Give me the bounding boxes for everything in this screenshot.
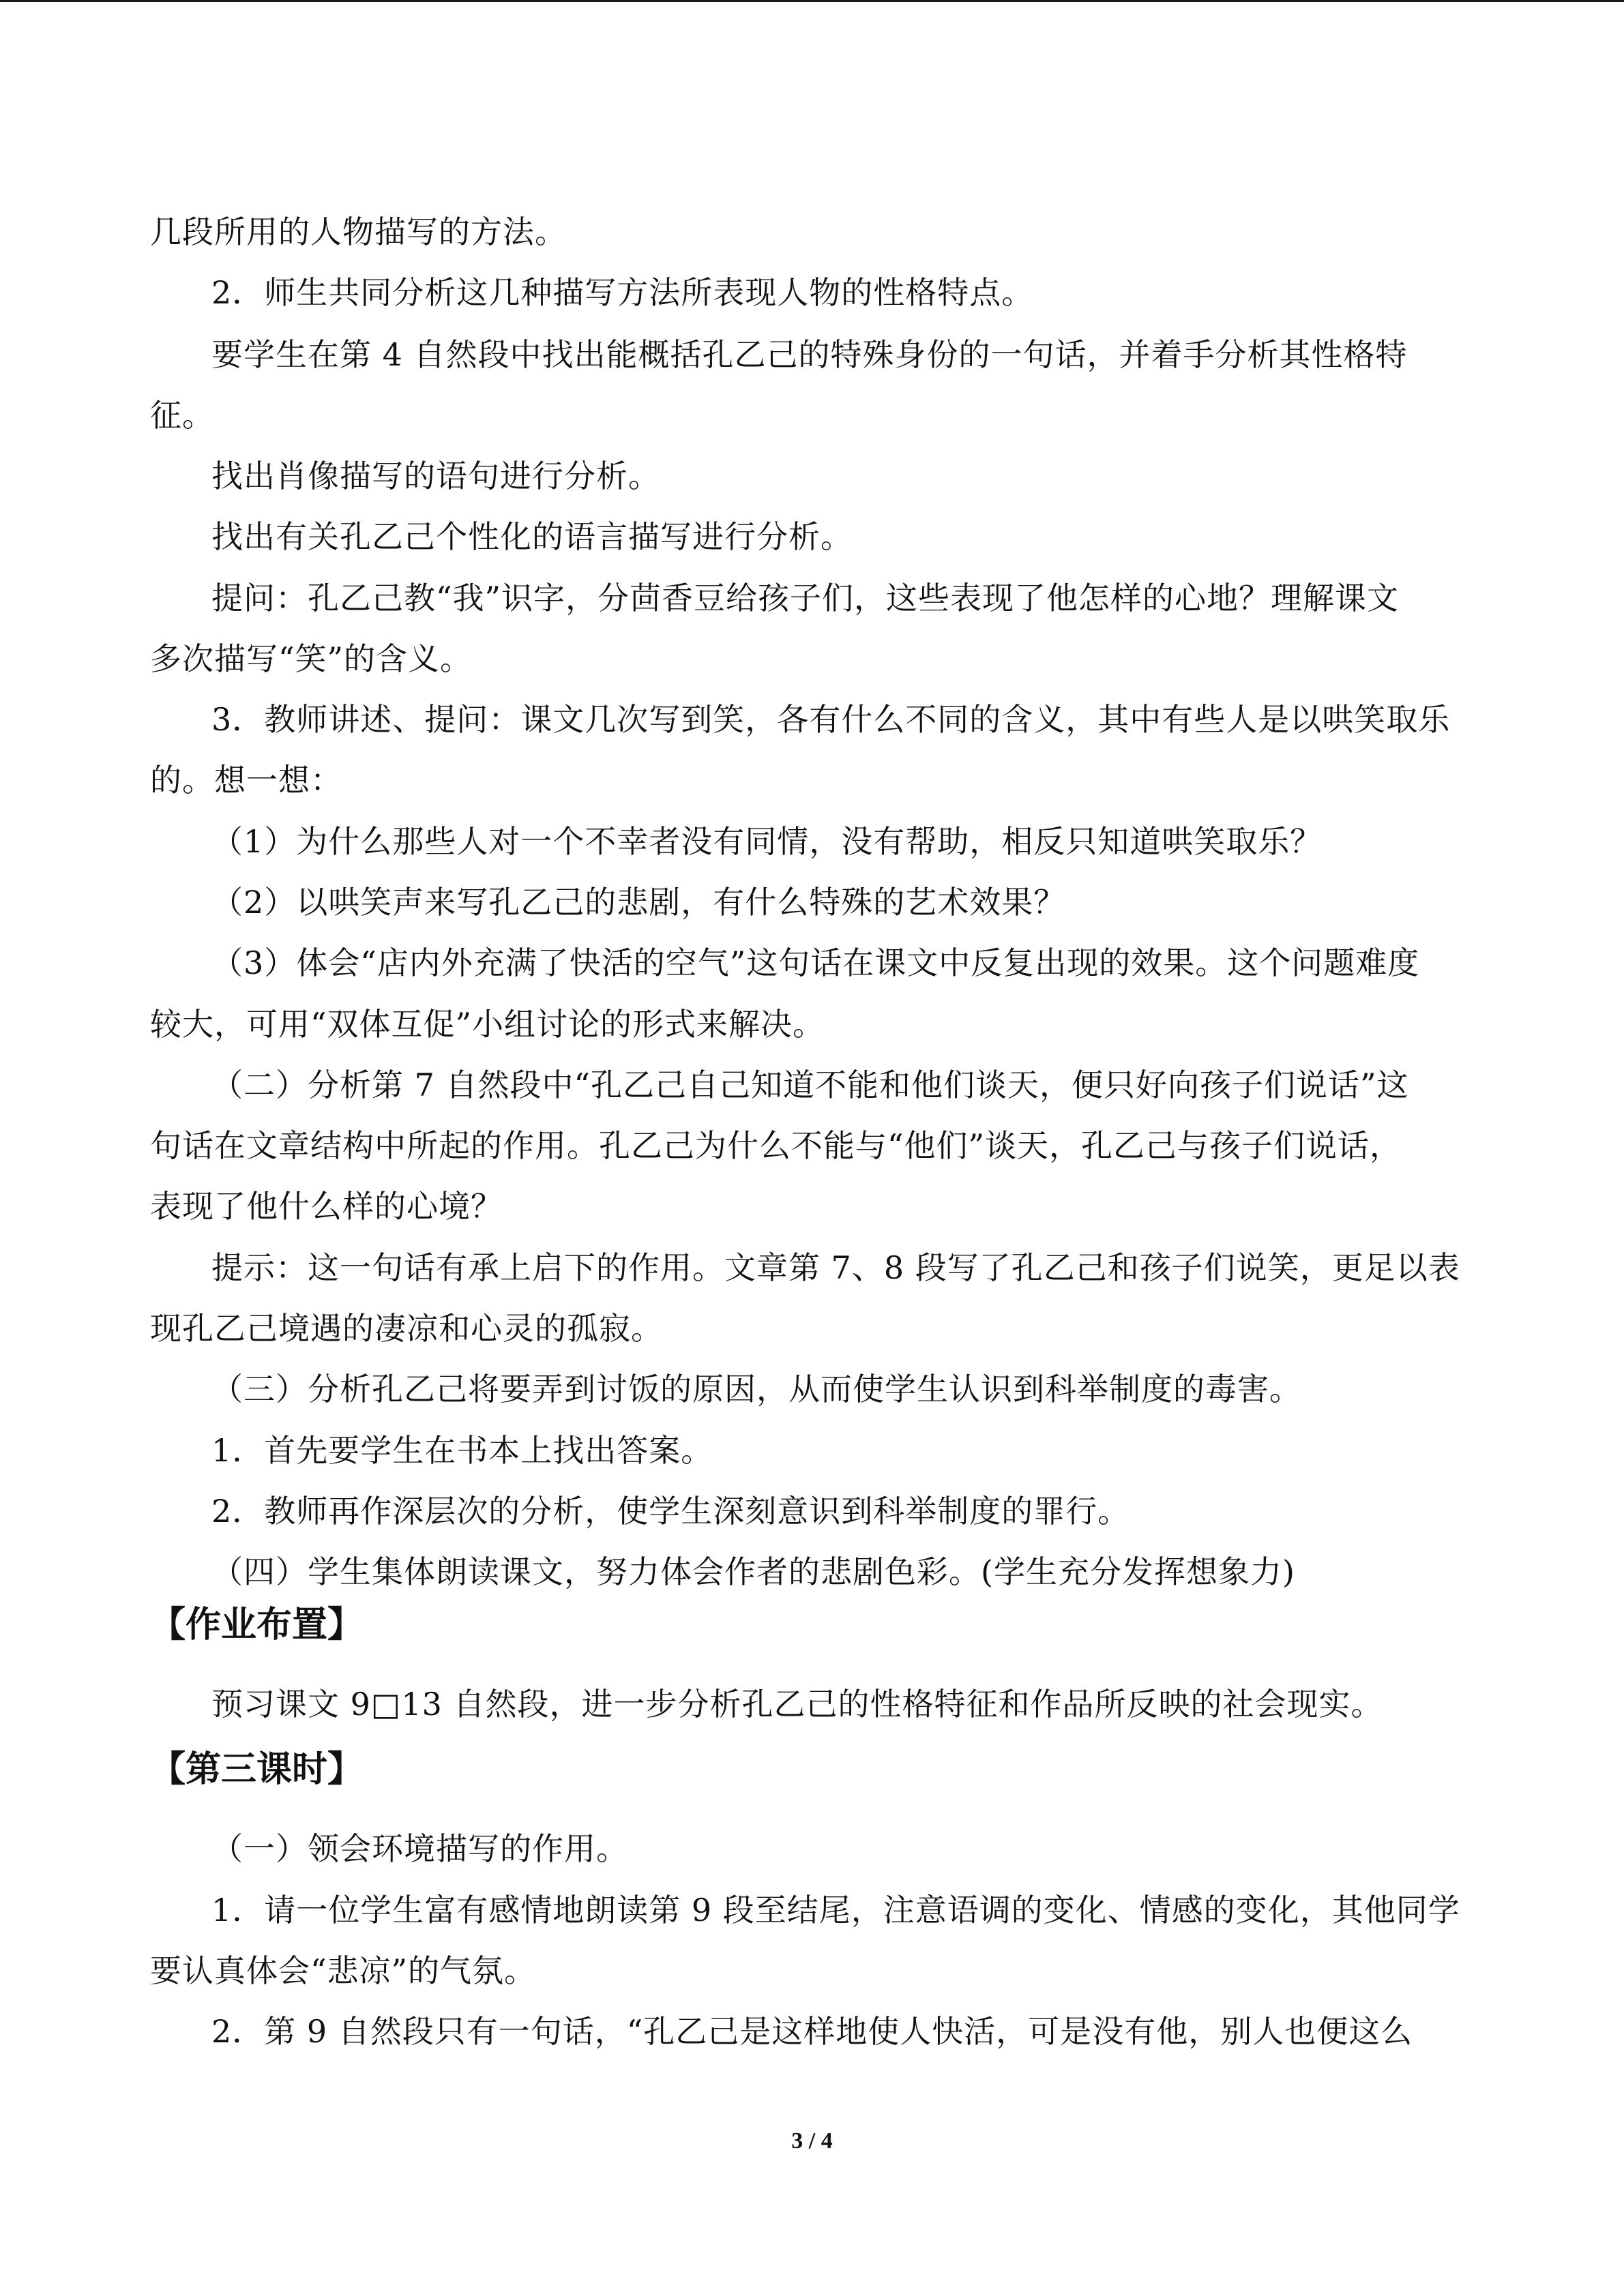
- body-text-line: （四）学生集体朗读课文，努力体会作者的悲剧色彩。(学生充分发挥想象力): [211, 1553, 1295, 1590]
- body-text-line: 提问：孔乙己教“我”识字，分茴香豆给孩子们，这些表现了他怎样的心地？理解课文: [211, 580, 1400, 616]
- body-text-line: 找出有关孔乙己个性化的语言描写进行分析。: [211, 518, 853, 555]
- body-text-line: 1．首先要学生在书本上找出答案。: [211, 1432, 713, 1469]
- section-heading-homework: 【作业布置】: [150, 1605, 364, 1645]
- body-text-line: （一）领会环境描写的作用。: [211, 1830, 628, 1867]
- body-text-line: 的。想一想：: [150, 762, 342, 799]
- body-text-line: 找出肖像描写的语句进行分析。: [211, 458, 660, 494]
- body-text-line: 较大，可用“双体互促”小组讨论的形式来解决。: [150, 1006, 825, 1043]
- body-text-line: 1．请一位学生富有感情地朗读第 9 段至结尾，注意语调的变化、情感的变化，其他同学: [211, 1892, 1460, 1928]
- body-text-line: 多次描写“笑”的含义。: [150, 640, 473, 677]
- body-text-line: 3．教师讲述、提问：课文几次写到笑，各有什么不同的含义，其中有些人是以哄笑取乐: [211, 701, 1451, 738]
- body-text-line: （二）分析第 7 自然段中“孔乙己自己知道不能和他们谈天，便只好向孩子们说话”这: [211, 1067, 1409, 1103]
- section-heading-third-lesson: 【第三课时】: [150, 1749, 364, 1790]
- top-border-line: [0, 0, 1624, 2]
- body-text-line: 提示：这一句话有承上启下的作用。文章第 7、8 段写了孔乙己和孩子们说笑，更足以表: [211, 1249, 1460, 1286]
- body-text-line: 2．教师再作深层次的分析，使学生深刻意识到科举制度的罪行。: [211, 1493, 1130, 1530]
- body-text-line: （1）为什么那些人对一个不幸者没有同情，没有帮助，相反只知道哄笑取乐？: [211, 823, 1323, 860]
- body-text-line: 2．第 9 自然段只有一句话，“孔乙己是这样地使人快活，可是没有他，别人也便这么: [211, 2013, 1413, 2050]
- body-text-line: 表现了他什么样的心境？: [150, 1188, 503, 1225]
- body-text-line: 要认真体会“悲凉”的气氛。: [150, 1952, 537, 1989]
- body-text-line: 2．师生共同分析这几种描写方法所表现人物的性格特点。: [211, 274, 1034, 311]
- body-text-line: 预习课文 9□13 自然段，进一步分析孔乙己的性格特征和作品所反映的社会现实。: [211, 1686, 1383, 1723]
- body-text-line: （2）以哄笑声来写孔乙己的悲剧，有什么特殊的艺术效果？: [211, 884, 1066, 921]
- body-text-line: 几段所用的人物描写的方法。: [150, 213, 567, 250]
- body-text-line: 要学生在第 4 自然段中找出能概括孔乙己的特殊身份的一句话，并着手分析其性格特: [211, 336, 1408, 373]
- body-text-line: 句话在文章结构中所起的作用。孔乙己为什么不能与“他们”谈天，孔乙己与孩子们说话，: [150, 1127, 1402, 1164]
- body-text-line: （3）体会“店内外充满了快活的空气”这句话在课文中反复出现的效果。这个问题难度: [211, 944, 1420, 981]
- page-number: 3 / 4: [791, 2128, 833, 2153]
- body-text-line: （三）分析孔乙己将要弄到讨饭的原因，从而使学生认识到科举制度的毒害。: [211, 1371, 1301, 1407]
- body-text-line: 征。: [150, 397, 214, 434]
- body-text-line: 现孔乙己境遇的凄凉和心灵的孤寂。: [150, 1310, 663, 1347]
